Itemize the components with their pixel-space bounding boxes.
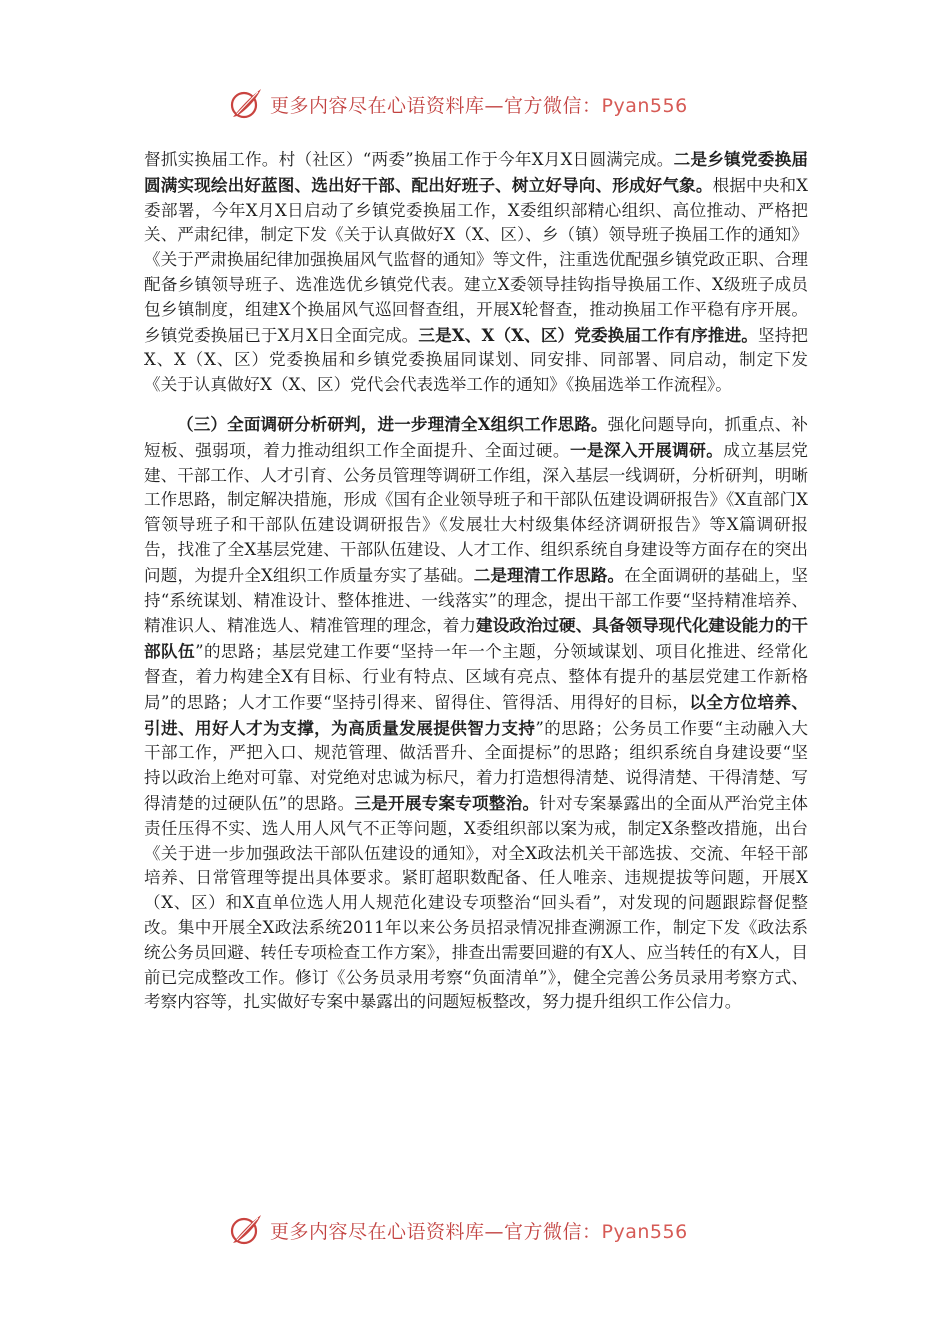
footer-watermark	[0, 1210, 950, 1250]
document-body	[144, 147, 808, 1015]
bold-heading-text: 以全方位培养、引进、用好人才为支撑，为高质量发展提供智力支持	[144, 691, 809, 738]
watermark-text: 更多内容尽在心语资料库—官方微信：Pyan556	[270, 94, 688, 117]
header-watermark	[0, 84, 950, 124]
wechat-id: Pyan556	[601, 1220, 688, 1243]
quill-logo-icon	[228, 86, 264, 122]
bold-heading-text: 二是理清工作思路。	[473, 564, 625, 585]
bold-heading-text: 二是乡镇党委换届圆满实现绘出好蓝图、选出好干部、配出好班子、树立好导向、形成好气象。	[144, 149, 809, 195]
bold-heading-text: 三是X、X（X、区）党委换届工作有序推进。	[418, 324, 758, 345]
watermark-text: 更多内容尽在心语资料库—官方微信：Pyan556	[270, 1220, 688, 1243]
bold-heading-text: 一是深入开展调研。	[569, 439, 724, 460]
body-text: ”的思路；公务员工作要“主动融入大干部工作，严把入口、规范管理、做活晋升、全面提标”的思路；组织系统自身建设要“坚持以政治上绝对可靠、对党绝对忠诚为标尺，着力打造想得清楚、说得清楚、干得清楚、写得清楚的过硬队伍”的思路。	[144, 718, 809, 813]
body-text: 针对专案暴露出的全面从严治党主体责任压得不实、选人用人风气不正等问题，X委组织部以案为戒，制定X条整改措施，出台《关于进一步加强政法干部队伍建设的通知》，对全X政法机关干部选拔、交流、年轻干部培养、日常管理等提出具体要求。紧盯超职数配备、任人唯亲、违规提拔等问题，开展X（X、区）和X直单位选人用人规范化建设专项整治“回头看”，对发现的问题跟踪督促整改。集中开展全X政法系统2011年以来公务员招录情况排查溯源工作，制定下发《政法系统公务员回避、转任专项检查工作方案》，排查出需要回避的有X人、应当转任的有X人，目前已完成整改工作。修订《公务员录用考察“负面清单”》，健全完善公务员录用考察方式、考察内容等，扎实做好专案中暴露出的问题短板整改，努力提升组织工作公信力。	[144, 793, 809, 1012]
paragraph	[144, 147, 808, 398]
body-text: 在全面调研的基础上，坚持“系统谋划、精准设计、整体推进、一线落实”的理念，提出干部工作要“坚持精准培养、精准识人、精准选人、精准管理的理念，着力	[144, 565, 809, 636]
body-text: 坚持把X、X（X、区）党委换届和乡镇党委换届同谋划、同安排、同部署、同启动，制定下发《关于认真做好X（X、区）党代会代表选举工作的通知》《换届选举工作流程》。	[144, 325, 808, 395]
paragraph	[144, 412, 808, 1015]
body-text: 成立基层党建、干部工作、人才引育、公务员管理等调研工作组，深入基层一线调研，分析研判，明晰工作思路，制定解决措施，形成《国有企业领导班子和干部队伍建设调研报告》《X直部门X管领导班子和干部队伍建设调研报告》《发展壮大村级集体经济调研报告》等X篇调研报告，找准了全X基层党建、干部队伍建设、人才工作、组织系统自身建设等方面存在的突出问题，为提升全X组织工作质量夯实了基础。	[144, 440, 809, 585]
quill-logo-icon	[228, 1212, 264, 1248]
bold-heading-text: （三）全面调研分析研判，进一步理清全X组织工作思路。	[177, 413, 608, 434]
body-text: 根据中央和X委部署，今年X月X日启动了乡镇党委换届工作，X委组织部精心组织、高位推动、严格把关、严肃纪律，制定下发《关于认真做好X（X、区）、乡（镇）领导班子换届工作的通知》《关于严肃换届纪律加强换届风气监督的通知》等文件，注重选优配强乡镇党政正职、合理配备乡镇领导班子、选准选优乡镇党代表。建立X委领导挂钩指导换届工作、X级班子成员包乡镇制度，组建X个换届风气巡回督查组，开展X轮督查，推动换届工作平稳有序开展。乡镇党委换届已于X月X日全面完成。	[144, 175, 808, 345]
body-text: ”的思路；基层党建工作要“坚持一年一个主题，分领域谋划、项目化推进、经常化督查，着力构建全X有目标、行业有特点、区域有亮点、整体有提升的基层党建工作新格局”的思路；人才工作要“坚持引得来、留得住、管得活、用得好的目标，	[144, 642, 809, 712]
wechat-id: Pyan556	[601, 94, 688, 117]
body-text: 强化问题导向，抓重点、补短板、强弱项，着力推动组织工作全面提升、全面过硬。	[144, 414, 809, 460]
bold-heading-text: 三是开展专案专项整治。	[354, 792, 540, 813]
body-text: 督抓实换届工作。村（社区）“两委”换届工作于今年X月X日圆满完成。	[144, 150, 674, 169]
bold-heading-text: 建设政治过硬、具备领导现代化建设能力的干部队伍	[144, 615, 809, 662]
